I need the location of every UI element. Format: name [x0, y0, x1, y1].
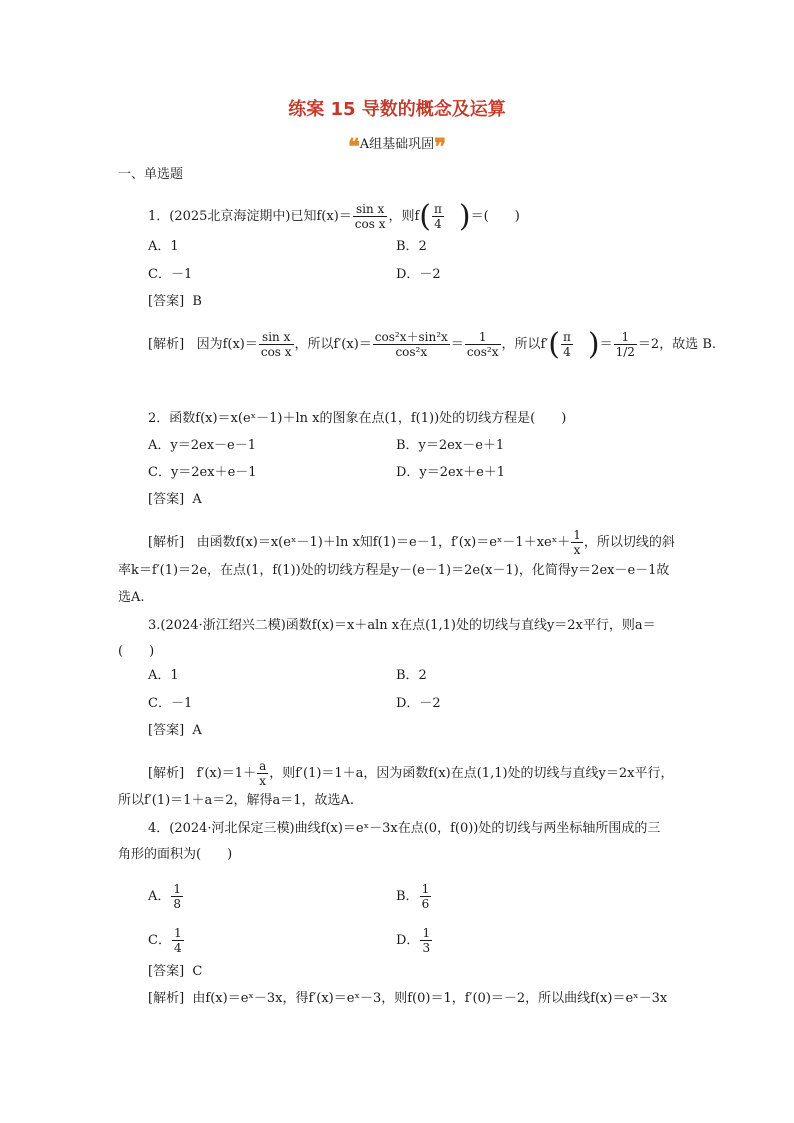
q4-option-c-letter: C．: [148, 933, 171, 948]
q4-option-a-letter: A．: [148, 889, 171, 904]
section-heading: 一、单选题: [118, 167, 184, 182]
q4-answer-label: [答案]: [148, 964, 185, 979]
q4-option-a-den: 8: [173, 897, 182, 911]
q4-option-b-frac: [420, 882, 432, 911]
q4-option-d-letter: D．: [396, 933, 420, 948]
q1-an-c: ，所以f′: [501, 337, 549, 352]
q1-stem-b: ，则f: [388, 209, 420, 224]
q3-option-d: D．－2: [396, 696, 441, 711]
q2-analysis-line2: 率k＝f′(1)＝2e，在点(1，f(1))处的切线方程是y－(e－1)＝2e(x－1)，化简得y＝2ex－e－1故: [118, 563, 670, 578]
q1-stem-a: 1．(2025北京海淀期中)已知f(x)＝: [148, 209, 352, 224]
q1-analysis-label: [解析]: [148, 337, 185, 352]
q4-answer: [148, 963, 202, 981]
q4-option-d-den: 3: [422, 941, 431, 955]
q1-an-frac3: [465, 330, 501, 359]
q3-analysis-label: [解析]: [148, 766, 185, 781]
q1-an-frac3-num: 1: [465, 330, 501, 345]
q2-an-frac: [571, 528, 583, 557]
page-title: 练案 15 导数的概念及运算: [288, 99, 506, 120]
q3-analysis-line1: [148, 759, 674, 788]
q3-analysis-line2: 所以f′(1)＝1＋a＝2，解得a＝1，故选A.: [118, 793, 355, 808]
q3-an-frac: [257, 759, 268, 788]
q4-option-b-den: 6: [421, 897, 430, 911]
q1-an-frac2-num: cos²x＋sin²x: [374, 330, 448, 344]
q1-an-frac1-den: cos x: [260, 345, 292, 359]
q1-an-frac2: [373, 330, 450, 359]
q1-an-frac1-num: sin x: [259, 330, 294, 345]
q4-option-b-num: 1: [421, 882, 430, 896]
q3-an-a: f′(x)＝1＋: [196, 766, 257, 781]
q1-an-pi-den: 4: [563, 345, 571, 359]
q3-option-a: A．1: [148, 668, 179, 683]
q2-an-b: ，所以切线的斜: [583, 535, 675, 550]
q1-an-frac3-den: cos²x: [466, 345, 499, 359]
q1-option-c: C．－1: [148, 267, 193, 282]
q2-an-a: 由函数f(x)＝x(eˣ－1)＋ln x知f(1)＝e－1，f′(x)＝eˣ－1＋xeˣ＋: [196, 535, 571, 550]
q1-frac-den: cos x: [354, 217, 386, 231]
q3-answer: [148, 722, 202, 740]
q3-an-b: ，则f′(1)＝1＋a，因为函数f(x)在点(1,1)处的切线与直线y＝2x平行，: [269, 766, 674, 781]
q4-option-c: [148, 926, 185, 955]
q1-an-paren-right: ): [587, 327, 600, 362]
q4-an-a: 由f(x)＝eˣ－3x，得f′(x)＝eˣ－3，则f(0)＝1，f′(0)＝－2，所以曲线f(x)＝eˣ－3x: [192, 991, 668, 1006]
q2-answer-value: A: [192, 492, 202, 507]
q2-answer: [148, 491, 202, 509]
q1-paren-left: (: [419, 199, 432, 234]
left-quote-icon: ❝: [347, 134, 360, 160]
q2-option-b: B．y＝2ex－e＋1: [396, 438, 505, 453]
q1-option-d: D．－2: [396, 267, 441, 282]
q2-analysis-label: [解析]: [148, 535, 185, 550]
q1-answer-label: [答案]: [148, 294, 185, 309]
q4-option-c-num: 1: [173, 926, 182, 940]
q1-an-e: ＝2，故选 B.: [637, 337, 717, 352]
group-heading: [0, 134, 794, 160]
q1-an-eq: ＝: [450, 337, 464, 352]
q2-analysis-line3: 选A.: [118, 590, 145, 605]
q2-answer-label: [答案]: [148, 492, 185, 507]
q4-analysis-label: [解析]: [148, 991, 185, 1006]
q1-an-b: ，所以f′(x)＝: [294, 337, 372, 352]
q1-an-frac4: [614, 330, 637, 359]
q4-option-c-den: 4: [173, 941, 182, 955]
q4-option-d-frac: [420, 926, 432, 955]
q4-stem-line1: 4．(2024·河北保定三模)曲线f(x)＝eˣ－3x在点(0，f(0))处的切线与两坐标轴所围成的三: [148, 821, 661, 836]
q3-answer-label: [答案]: [148, 723, 185, 738]
q1-pi-num: π: [434, 202, 442, 216]
q1-fraction: [353, 202, 388, 231]
q4-option-b: [396, 882, 432, 911]
q2-option-c: C．y＝2ex＋e－1: [148, 465, 257, 480]
q2-option-a: A．y＝2ex－e－1: [148, 438, 256, 453]
q4-stem-line2: 角形的面积为( ): [118, 847, 233, 862]
q3-option-b: B．2: [396, 668, 427, 683]
q2-analysis-line1: [148, 528, 675, 557]
q1-analysis: [148, 327, 717, 362]
q4-option-d: [396, 926, 433, 955]
q3-option-c: C．－1: [148, 696, 193, 711]
q1-paren-right: ): [458, 199, 471, 234]
q4-option-a: [148, 882, 184, 911]
q4-option-b-letter: B．: [396, 889, 419, 904]
q1-frac-num: sin x: [353, 202, 388, 217]
q1-answer: [148, 293, 202, 311]
group-heading-text: A组基础巩固: [359, 137, 435, 152]
q2-option-d: D．y＝2ex＋e＋1: [396, 465, 506, 480]
q1-option-b: B．2: [396, 239, 427, 254]
q1-stem: [148, 199, 520, 234]
q4-option-a-num: 1: [173, 882, 182, 896]
q3-an-frac-den: x: [259, 774, 267, 788]
q4-option-d-num: 1: [422, 926, 431, 940]
q1-pi-den: 4: [434, 217, 442, 231]
q1-option-a: A．1: [148, 239, 179, 254]
q1-an-pi-fraction: [561, 330, 573, 359]
q2-an-frac-num: 1: [573, 528, 581, 542]
q1-an-a: 因为f(x)＝: [196, 337, 258, 352]
q1-stem-c: ＝( ): [470, 209, 520, 224]
q1-pi-fraction: [432, 202, 444, 231]
q2-stem: 2．函数f(x)＝x(eˣ－1)＋ln x的图象在点(1，f(1))处的切线方程是( ): [148, 411, 567, 426]
q2-an-frac-den: x: [573, 543, 581, 557]
q1-answer-value: B: [192, 294, 202, 309]
q3-an-frac-num: a: [259, 759, 267, 773]
right-quote-icon: ❞: [434, 134, 447, 160]
q1-an-frac1: [259, 330, 294, 359]
q3-answer-value: A: [192, 723, 202, 738]
q4-answer-value: C: [192, 964, 203, 979]
q4-analysis-line1: [148, 990, 667, 1008]
q1-an-frac4-den: 1/2: [615, 345, 635, 359]
q3-stem-line1: 3.(2024·浙江绍兴二模)函数f(x)＝x＋aln x在点(1,1)处的切线与直线y＝2x平行，则a＝: [148, 618, 656, 633]
q1-an-d: ＝: [599, 337, 613, 352]
q1-an-frac4-num: 1: [614, 330, 637, 345]
q4-option-c-frac: [172, 926, 184, 955]
q1-an-pi-num: π: [562, 330, 571, 344]
q1-an-frac2-den: cos²x: [395, 345, 428, 359]
q1-an-paren-left: (: [548, 327, 560, 362]
q3-stem-line2: ( ): [118, 644, 155, 659]
q4-option-a-frac: [171, 882, 183, 911]
